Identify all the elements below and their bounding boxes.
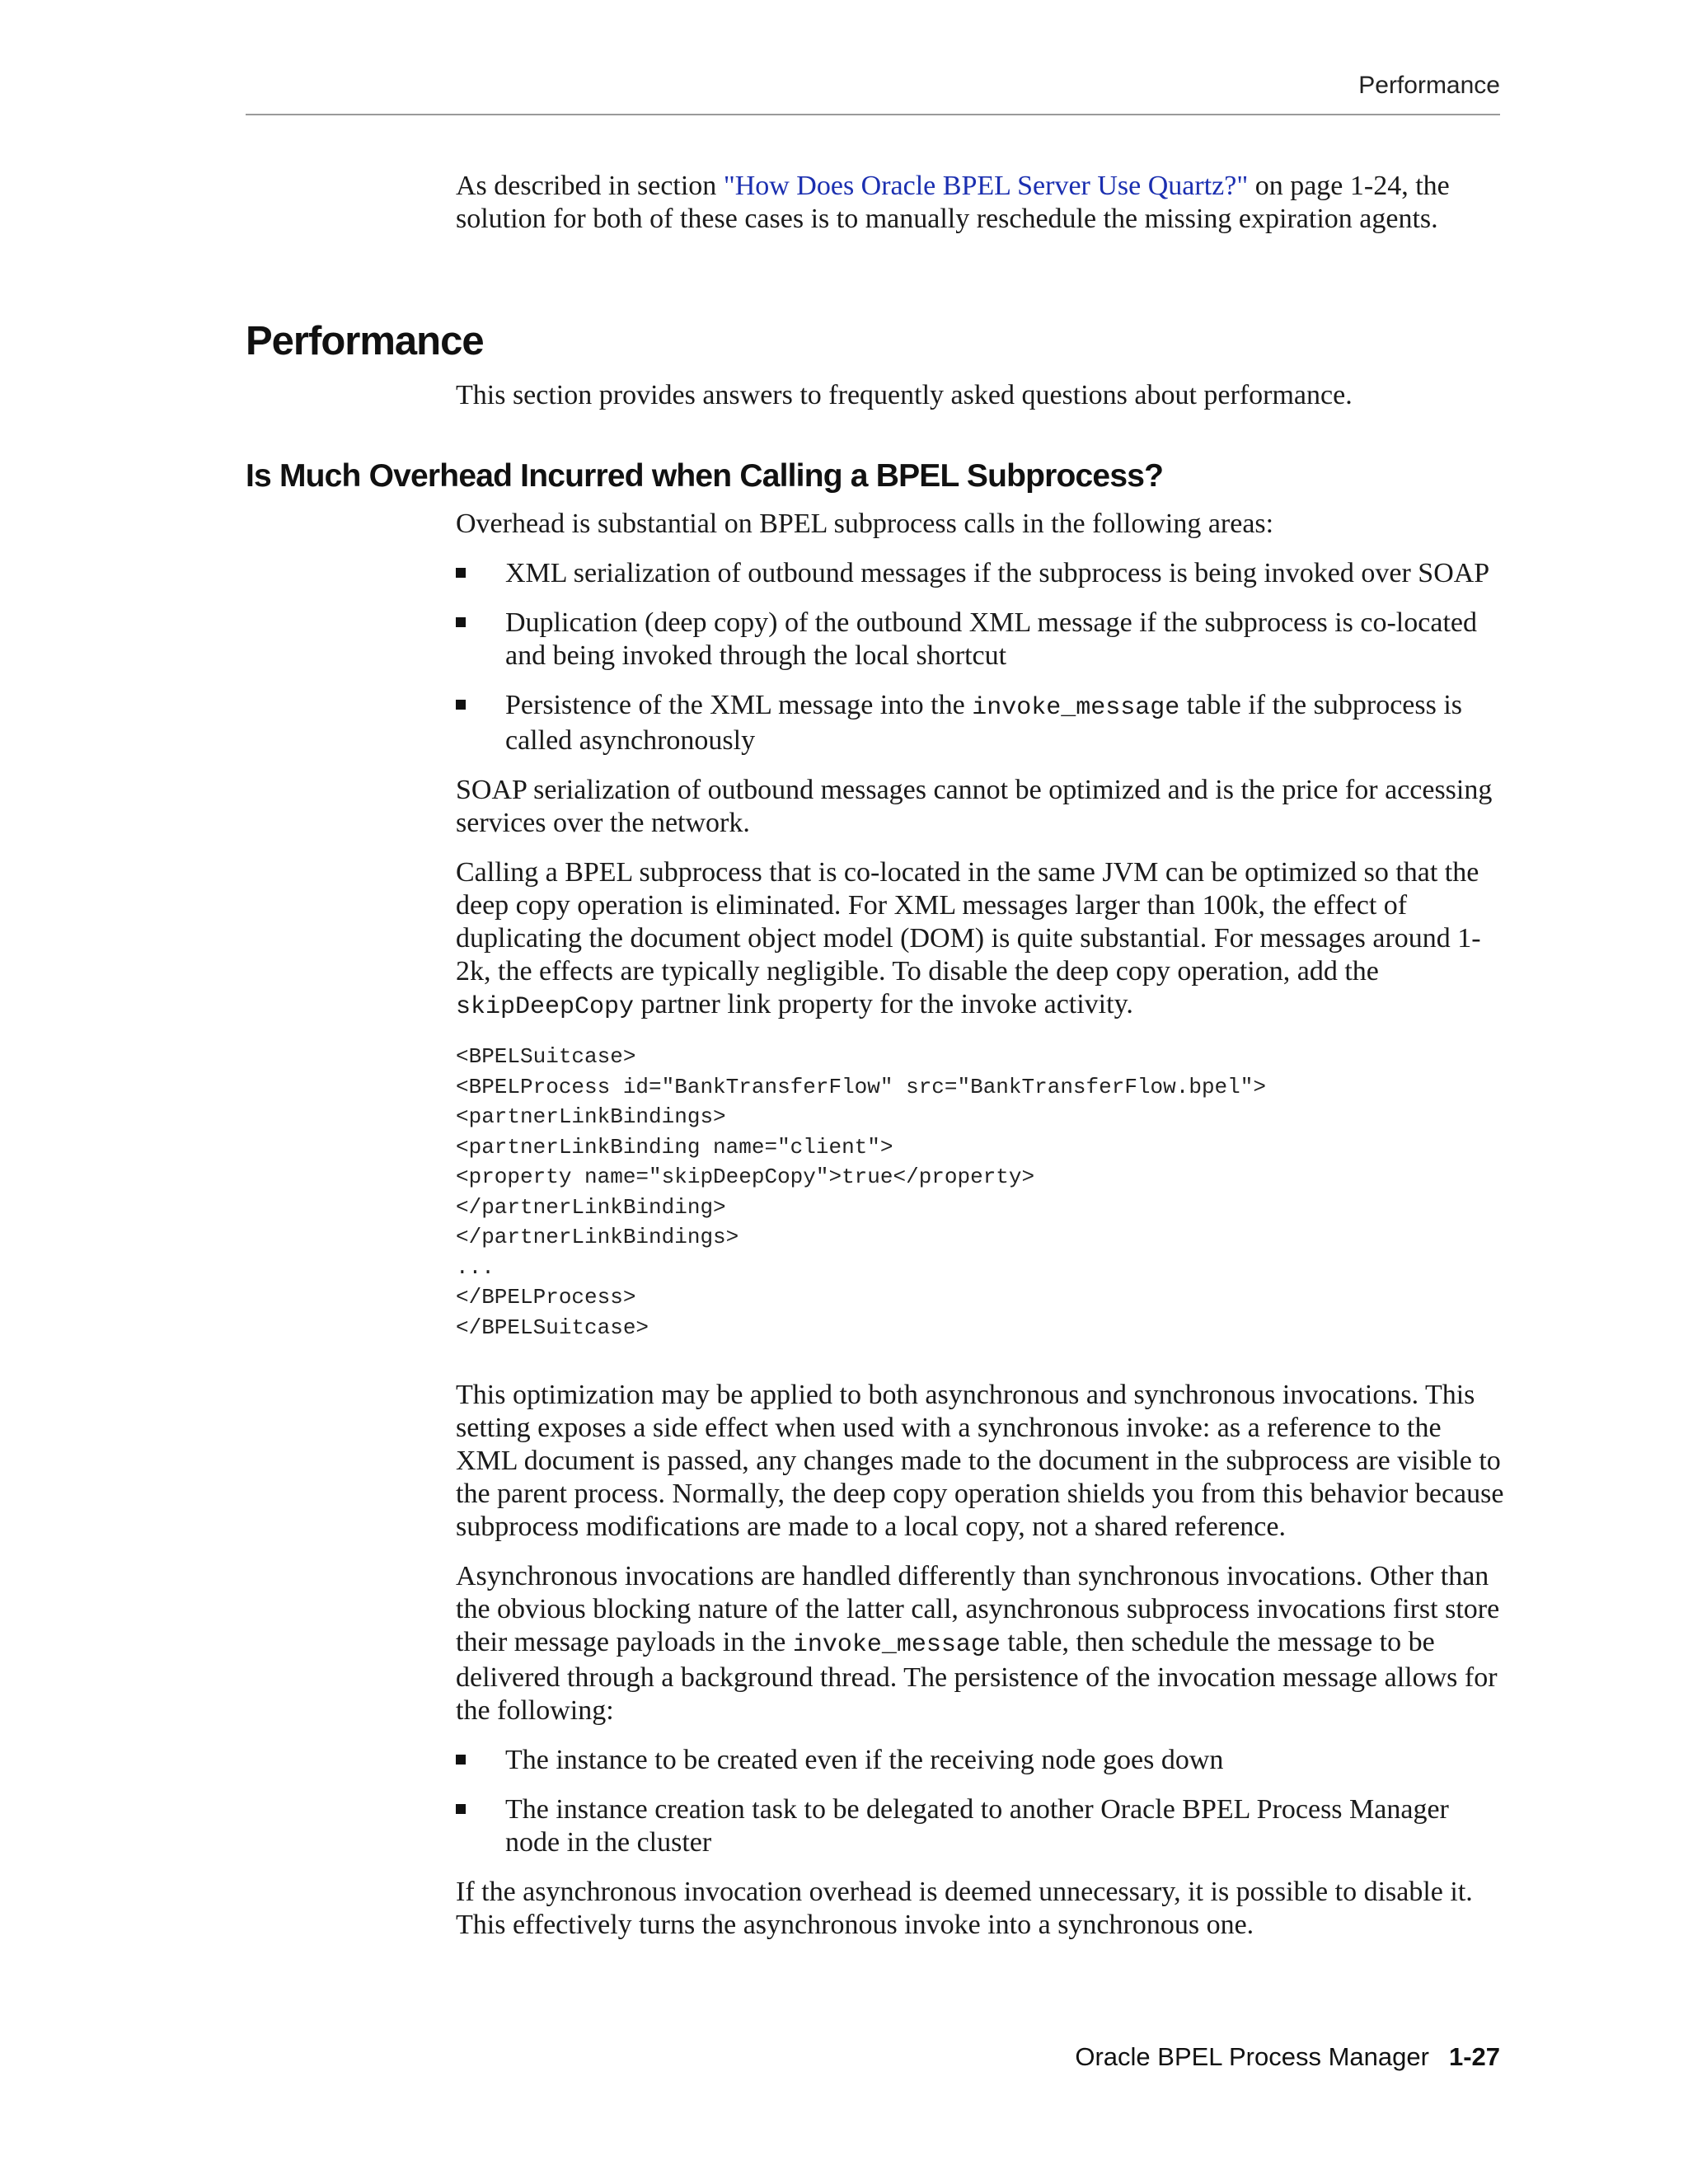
intro-block (456, 170, 1507, 252)
list-item-text: XML serialization of outbound messages if the subprocess is being invoked over SOAP (505, 558, 1490, 588)
persistence-benefits-list (456, 1744, 1507, 1859)
quartz-section-link[interactable]: "How Does Oracle BPEL Server Use Quartz?" (723, 171, 1249, 201)
async-paragraph (456, 1560, 1507, 1727)
intro-text-after: on page 1-24, the solution for both of these cases is to manually reschedule the missing expiration agents. (456, 171, 1450, 234)
bullet-square-icon (456, 1804, 466, 1814)
intro-text-before: As described in section (456, 171, 724, 201)
subsection-title: Is Much Overhead Incurred when Calling a BPEL Subprocess? (246, 458, 1164, 494)
bullet-square-icon (456, 568, 466, 578)
soap-paragraph: SOAP serialization of outbound messages cannot be optimized and is the price for accessing services over the network. (456, 775, 1493, 838)
inline-code: skipDeepCopy (456, 993, 635, 1021)
footer-book-title: Oracle BPEL Process Manager (1075, 2042, 1429, 2071)
inline-code: invoke_message (792, 1631, 1001, 1659)
header-rule (246, 114, 1500, 115)
bullet-square-icon (456, 700, 466, 710)
list-item-text: table if the subprocess is called asynchronously (505, 690, 1463, 756)
list-item (456, 689, 1507, 757)
section-title: Performance (246, 319, 484, 363)
list-item-text: Duplication (deep copy) of the outbound XML message if the subprocess is co-located and being invoked through the local shortcut (505, 607, 1477, 671)
footer-page-number: 1-27 (1448, 2042, 1500, 2071)
calling-paragraph (456, 856, 1507, 1024)
bullet-square-icon (456, 1755, 466, 1765)
intro-paragraph (456, 170, 1507, 236)
list-item-text: The instance to be created even if the receiving node goes down (505, 1745, 1224, 1775)
subsection-body (456, 508, 1507, 1958)
optimization-paragraph: This optimization may be applied to both asynchronous and synchronous invocations. This setting exposes a side effect when used with a synchronous invoke: as a reference to the XML document is passed, any changes made to the document in the subprocess are visible to the parent process. Normally, the deep copy operation shields you from this behavior because subprocess modifications are made to a local copy, not a shared reference. (456, 1380, 1504, 1542)
paragraph-text: partner link property for the invoke activity. (634, 989, 1133, 1019)
list-item-text: Persistence of the XML message into the (505, 690, 973, 720)
running-header: Performance (1358, 72, 1500, 99)
bullet-square-icon (456, 617, 466, 627)
paragraph-text: table, then schedule the message to be delivered through a background thread. The persistence of the invocation message allows for the following: (456, 1627, 1498, 1726)
final-paragraph: If the asynchronous invocation overhead is deemed unnecessary, it is possible to disable it. This effectively turns the asynchronous invoke into a synchronous one. (456, 1877, 1473, 1940)
inline-code: invoke_message (972, 694, 1180, 722)
paragraph-text: Calling a BPEL subprocess that is co-located in the same JVM can be optimized so that the deep copy operation is eliminated. For XML messages larger than 100k, the effect of duplicating the document object model (DOM) is quite substantial. For messages around 1-2k, the effects are typically negligible. To disable the deep copy operation, add the (456, 857, 1481, 987)
list-item-text: The instance creation task to be delegated to another Oracle BPEL Process Manager node in the cluster (505, 1794, 1449, 1858)
list-item (456, 1793, 1507, 1859)
list-item (456, 1744, 1507, 1777)
paragraph-text: Asynchronous invocations are handled differently than synchronous invocations. Other than the obvious blocking nature of the latter call, asynchronous subprocess invocations first store their message payloads in the (456, 1561, 1500, 1657)
overhead-list (456, 557, 1507, 757)
list-item (456, 607, 1507, 673)
section-intro: This section provides answers to frequently asked questions about performance. (456, 380, 1353, 410)
page-footer (246, 2041, 1500, 2074)
section-intro-block (456, 379, 1507, 429)
overhead-lead: Overhead is substantial on BPEL subprocess calls in the following areas: (456, 509, 1274, 539)
list-item (456, 557, 1507, 590)
code-sample: <BPELSuitcase> <BPELProcess id="BankTransferFlow" src="BankTransferFlow.bpel"> <partnerLinkBindings> <partnerLinkBinding name="client"> <property name="skipDeepCopy">true</property> </partnerLinkBinding> </partnerLinkBindings> ... </BPELProcess> </BPELSuitcase> (456, 1044, 1266, 1340)
